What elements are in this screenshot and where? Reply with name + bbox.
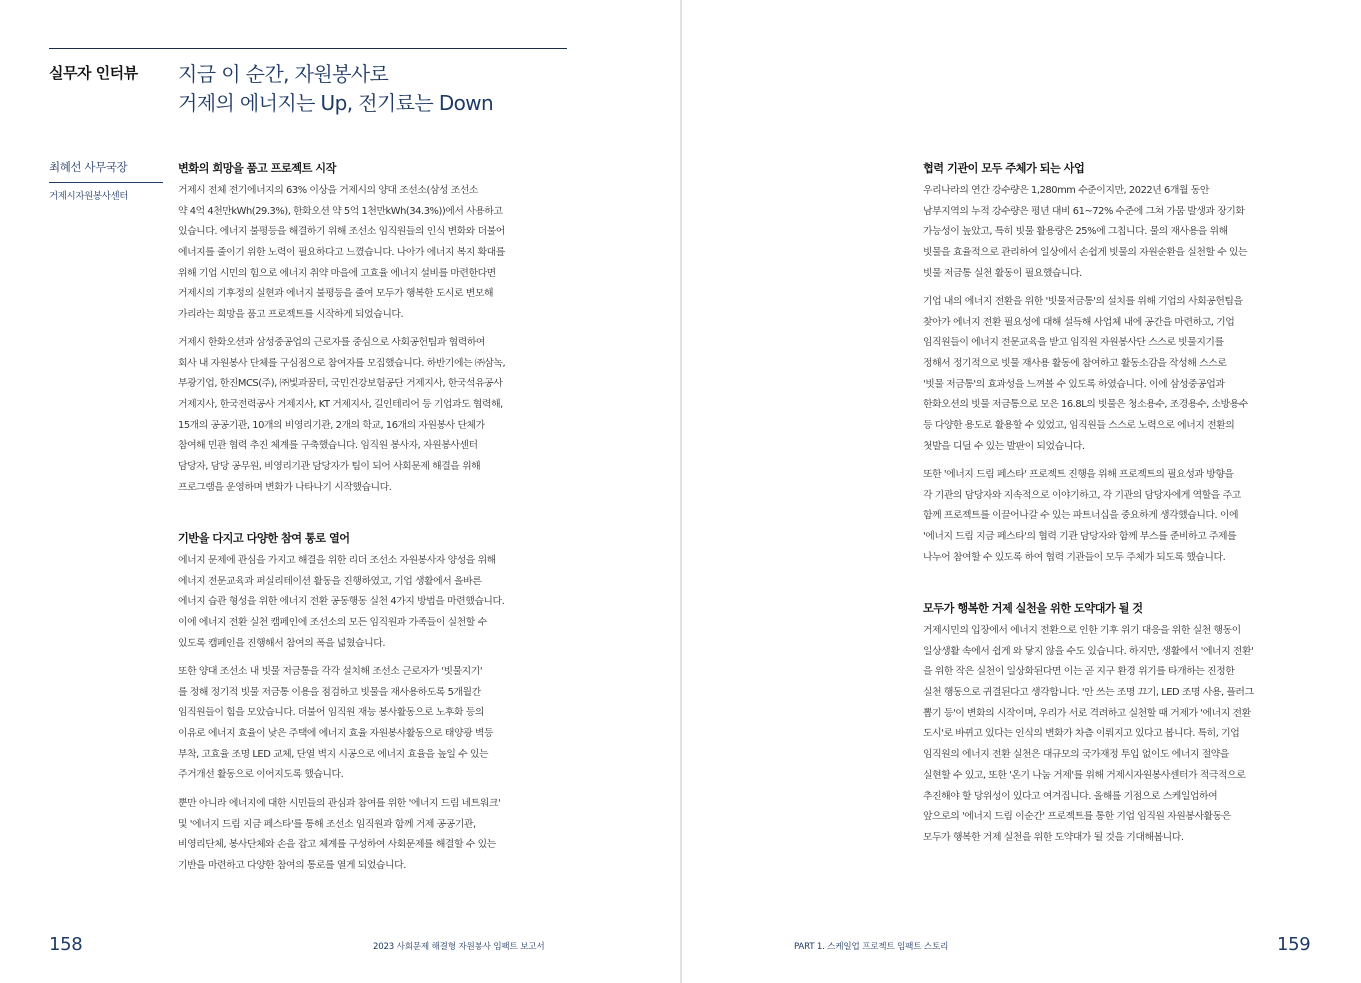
text-line: 에너지 전문교육과 퍼실리테이션 활동을 진행하였고, 기업 생활에서 올바른	[178, 575, 482, 587]
paragraph	[923, 292, 1248, 458]
text-line: '빗물 저금통'의 효과성을 느껴볼 수 있도록 하였습니다. 이에 삼성중공업과	[923, 378, 1225, 390]
text-line: 실현할 수 있고, 또한 '온기 나눔 거제'를 위해 거제시자원봉사센터가 적극적으로	[923, 769, 1246, 781]
left-page	[0, 0, 680, 983]
title-line: 거제의 에너지는 Up, 전기료는 Down	[178, 91, 494, 115]
text-line: 가리라는 희망을 품고 프로젝트를 시작하게 되었습니다.	[178, 309, 404, 321]
text-line: 및 '에너지 드림 지금 페스타'를 통해 조선소 임직원과 함께 거제 공공기관,	[178, 818, 476, 830]
author-organization: 거제시자원봉사센터	[49, 191, 128, 202]
text-line: 부착, 고효율 조명 LED 교체, 단열 벽지 시공으로 에너지 효율을 높일 수 있는	[178, 748, 489, 760]
text-line: 찾아가 에너지 전환 필요성에 대해 설득해 사업체 내에 공간을 마련하고, 기업	[923, 316, 1235, 328]
text-line: 를 정해 정기적 빗물 저금통 이용을 점검하고 빗물을 재사용하도록 5개월간	[178, 686, 481, 698]
page-number: 159	[1277, 934, 1311, 955]
text-line: 뽑기 등'이 변화의 시작이며, 우리가 서로 격려하고 실천할 때 거제가 '에너지 전환	[923, 707, 1251, 719]
text-line: 도시'로 바뀌고 있다는 인식의 변화가 차츰 이뤄지고 있다고 봅니다. 특히, 기업	[923, 728, 1240, 740]
section-heading: 변화의 희망을 품고 프로젝트 시작	[178, 162, 336, 175]
text-line: 약 4억 4천만kWh(29.3%), 한화오션 약 5억 1천만kWh(34.3%))에서 사용하고	[178, 205, 503, 217]
text-line: 함께 프로젝트를 이끌어나갈 수 있는 파트너십을 중요하게 생각했습니다. 이에	[923, 510, 1239, 522]
paragraph	[178, 333, 505, 499]
text-line: 또한 '에너지 드림 페스타' 프로젝트 진행을 위해 프로젝트의 필요성과 방향을	[923, 469, 1234, 480]
text-line: 우리나라의 연간 강수량은 1,280mm 수준이지만, 2022년 6개월 동안	[923, 185, 1209, 196]
text-line: 앞으로의 '에너지 드림 이순간' 프로젝트를 통한 기업 임직원 자원봉사활동은	[923, 811, 1231, 823]
text-line: 주거개선 활동으로 이어지도록 했습니다.	[178, 769, 344, 781]
text-line: 가능성이 높았고, 특히 빗물 활용량은 25%에 그칩니다. 물의 재사용을 위해	[923, 226, 1228, 238]
text-line: 참여해 민관 협력 추진 체계를 구축했습니다. 임직원 봉사자, 자원봉사센터	[178, 440, 478, 452]
text-line: 또한 양대 조선소 내 빗물 저금통을 각각 설치해 조선소 근로자가 '빗물지기'	[178, 666, 483, 677]
text-line: 빗물을 효율적으로 관리하여 일상에서 손쉽게 빗물의 자원순환을 실천할 수 있는	[923, 247, 1248, 259]
text-line: 에너지 습관 형성을 위한 에너지 전환 공동행동 실천 4가지 방법을 마련했습니다.	[178, 596, 505, 608]
text-line: 뿐만 아니라 에너지에 대한 시민들의 관심과 참여를 위한 '에너지 드림 네트워크'	[178, 798, 501, 809]
paragraph	[923, 621, 1254, 849]
paragraph	[923, 181, 1247, 284]
text-line: 임직원들이 힘을 모았습니다. 더불어 임직원 재능 봉사활동으로 노후화 등의	[178, 707, 484, 719]
title-line: 지금 이 순간, 자원봉사로	[178, 62, 389, 86]
page-number: 158	[49, 934, 83, 955]
text-line: 에너지를 줄이기 위한 노력이 필요하다고 느꼈습니다. 나아가 에너지 복지 확대를	[178, 247, 505, 259]
text-line: 이에 에너지 전환 실천 캠페인에 조선소의 모든 임직원과 가족들이 실천할 수	[178, 617, 487, 629]
text-line: '에너지 드림 지금 페스타'의 협력 기관 담당자와 함께 부스를 준비하고 주제를	[923, 531, 1237, 543]
section-label: 실무자 인터뷰	[49, 64, 138, 82]
author-divider	[49, 182, 163, 183]
text-line: 모두가 행복한 거제 실천을 위한 도약대가 될 것을 기대해봅니다.	[923, 831, 1184, 843]
text-line: 있습니다. 에너지 불평등을 해결하기 위해 조선소 임직원들의 인식 변화와 더불어	[178, 226, 505, 238]
page-title	[178, 60, 493, 118]
text-line: 남부지역의 누적 강수량은 평년 대비 61~72% 수준에 그쳐 가뭄 발생과 장기화	[923, 205, 1245, 217]
text-line: 을 위한 작은 실천이 일상화된다면 이는 곧 지구 환경 위기를 타개하는 진정한	[923, 666, 1235, 678]
text-line: 프로그램을 운영하며 변화가 나타나기 시작했습니다.	[178, 481, 392, 493]
text-line: 나누어 참여할 수 있도록 하여 협력 기관들이 모두 주체가 되도록 했습니다.	[923, 551, 1226, 563]
text-line: 빗물 저금통 실천 활동이 필요했습니다.	[923, 267, 1082, 279]
section-heading: 협력 기관이 모두 주체가 되는 사업	[923, 162, 1085, 175]
text-line: 에너지 문제에 관심을 가지고 해결을 위한 리더 조선소 자원봉사자 양성을 위해	[178, 555, 496, 566]
right-page	[682, 0, 1361, 983]
text-line: 기반을 마련하고 다양한 참여의 통로를 열게 되었습니다.	[178, 860, 406, 872]
text-line: 회사 내 자원봉사 단체를 구심점으로 참여자를 모집했습니다. 하반기에는 ㈜삼녹,	[178, 357, 506, 369]
header-rule	[49, 48, 567, 49]
text-line: 거제시 한화오션과 삼성중공업의 근로자를 중심으로 사회공헌팀과 협력하여	[178, 337, 485, 348]
text-line: 실천 행동으로 귀결된다고 생각합니다. '안 쓰는 조명 끄기, LED 조명 사용, 플러그	[923, 687, 1254, 699]
section-heading: 기반을 다지고 다양한 참여 통로 열어	[178, 532, 350, 545]
text-line: 비영리단체, 봉사단체와 손을 잡고 체계를 구성하여 사회문제를 해결할 수 있는	[178, 839, 496, 851]
text-line: 15개의 공공기관, 10개의 비영리기관, 2개의 학교, 16개의 자원봉사 단체가	[178, 419, 485, 431]
text-line: 위해 기업 시민의 힘으로 에너지 취약 마을에 고효율 에너지 설비를 마련한다면	[178, 267, 496, 279]
text-line: 거제지사, 한국전력공사 거제지사, KT 거제지사, 길인테리어 등 기업과도 협력해,	[178, 399, 503, 411]
paragraph	[178, 662, 493, 786]
text-line: 일상생활 속에서 쉽게 와 닿지 않을 수도 있습니다. 하지만, 생활에서 '에너지 전환'	[923, 645, 1254, 657]
paragraph	[178, 794, 500, 877]
text-line: 기업 내의 에너지 전환을 위한 '빗물저금통'의 설치를 위해 기업의 사회공헌팀을	[923, 296, 1243, 307]
paragraph	[923, 465, 1241, 568]
text-line: 등 다양한 용도로 활용할 수 있었고, 임직원들 스스로 노력으로 에너지 전환의	[923, 420, 1235, 432]
text-line: 첫발을 디딜 수 있는 발판이 되었습니다.	[923, 440, 1085, 452]
author-name: 최혜선 사무국장	[49, 160, 128, 174]
text-line: 있도록 캠페인을 진행해서 참여의 폭을 넓혔습니다.	[178, 637, 386, 649]
publication-title: 2023 사회문제 해결형 자원봉사 임팩트 보고서	[373, 942, 545, 952]
text-line: 한화오션의 빗물 저금통으로 모은 16.8L의 빗물은 청소용수, 조경용수, 소방용수	[923, 399, 1248, 411]
paragraph	[178, 181, 505, 326]
text-line: 담당자, 담당 공무원, 비영리기관 담당자가 팀이 되어 사회문제 해결을 위해	[178, 461, 481, 473]
text-line: 거제시 전체 전기에너지의 63% 이상을 거제시의 양대 조선소(삼성 조선소	[178, 185, 479, 196]
section-heading: 모두가 행복한 거제 실천을 위한 도약대가 될 것	[923, 602, 1143, 615]
text-line: 임직원의 에너지 전환 실천은 대규모의 국가재정 투입 없이도 에너지 절약을	[923, 749, 1229, 761]
text-line: 거제시의 기후정의 실현과 에너지 불평등을 줄여 모두가 행복한 도시로 변모해	[178, 288, 494, 300]
text-line: 임직원들이 에너지 전문교육을 받고 임직원 자원봉사단 스스로 빗물지기를	[923, 337, 1224, 349]
text-line: 이유로 에너지 효율이 낮은 주택에 에너지 효율 자원봉사활동으로 태양광 벽등	[178, 728, 494, 740]
text-line: 각 기관의 담당자와 지속적으로 이야기하고, 각 기관의 담당자에게 역할을 주고	[923, 489, 1241, 501]
part-title: PART 1. 스케일업 프로젝트 임팩트 스토리	[794, 942, 949, 952]
text-line: 거제시민의 입장에서 에너지 전환으로 인한 기후 위기 대응을 위한 실천 행동이	[923, 625, 1241, 636]
paragraph	[178, 551, 504, 654]
text-line: 정해서 정기적으로 빗물 재사용 활동에 참여하고 활동소감을 작성해 스스로	[923, 358, 1227, 370]
text-line: 부광기업, 한진MCS(주), ㈜빛과꿈터, 국민건강보험공단 거제지사, 한국석유공사	[178, 378, 503, 390]
text-line: 추진해야 할 당위성이 있다고 여겨집니다. 올해를 기점으로 스케일업하여	[923, 790, 1218, 802]
